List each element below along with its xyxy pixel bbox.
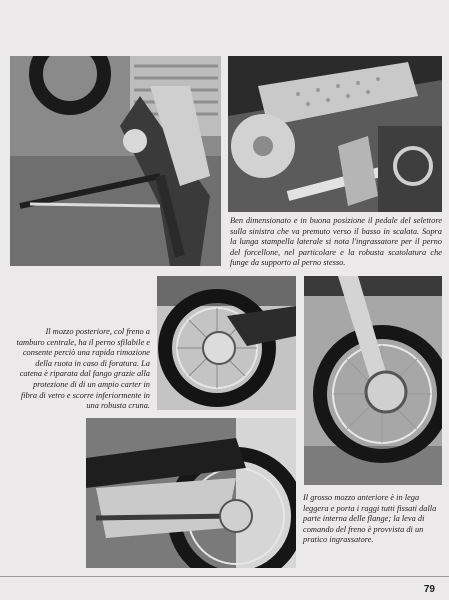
photo-chain-guard [86, 418, 296, 568]
caption-gear-pedal: Ben dimensionato e in buona posizione il pedale del selettore sulla sinistra che va premuto verso il basso in scalata. Sopra la lunga stampella laterale si nota l'ingrassatore per il perno del forcellone, nel particolare e la robusta scatolatura che funge da supporto al perno stesso. [230, 216, 442, 268]
page-number: 79 [423, 584, 435, 595]
photo-front-hub-image [304, 276, 442, 485]
caption-rear-hub: Il mozzo posteriore, col freno a tamburo centrale, ha il perno sfilabile e consente perciò una rapida rimozione della ruota in caso di foratura. La catena è riparata dal fango grazie alla protezione di di un ampio carter in fibra di vetro e scorre inferiormente in una robusta cruna. [16, 327, 150, 411]
photo-rear-hub-image [157, 276, 296, 410]
photo-front-hub [304, 276, 442, 485]
photo-gear-pedal-stand-image [10, 56, 221, 266]
photo-chain-guard-image [86, 418, 296, 568]
photo-swingarm-pivot-image [228, 56, 442, 212]
photo-rear-hub [157, 276, 296, 410]
photo-swingarm-pivot [228, 56, 442, 212]
photo-gear-pedal-stand [10, 56, 221, 266]
caption-front-hub: Il grosso mozzo anteriore è in lega leggera e porta i raggi tutti fissati dalla parte interna delle flange; la leva di comando del freno è provvista di un pratico ingrassatore. [303, 493, 437, 545]
footer-rule [0, 576, 449, 577]
